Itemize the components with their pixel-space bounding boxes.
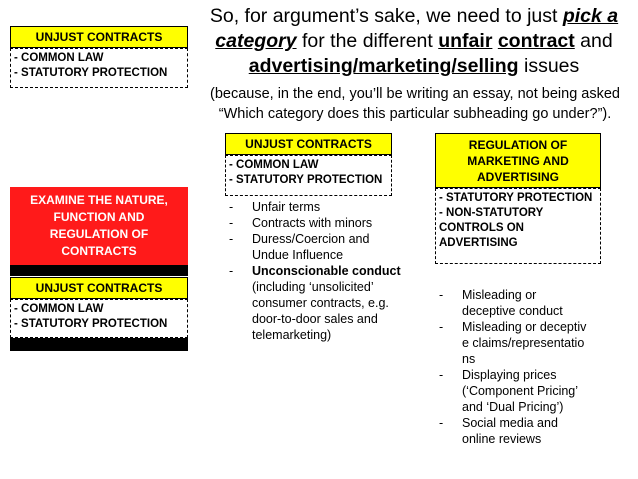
top-left-header-label: UNJUST CONTRACTS (35, 30, 163, 44)
right-bullets (439, 287, 589, 447)
advertising-emphasis: advertising/marketing/selling (248, 55, 519, 77)
list-item: - Displaying prices (‘Component Pricing’ and ‘Dual Pricing’) (439, 367, 589, 415)
page-heading: So, for argument’s sake, we need to just pick a category for the different unfair contract and advertising/marketing/selling issues (209, 5, 619, 77)
contract-emphasis: contract (497, 30, 575, 52)
list-item: - STATUTORY PROTECTION (439, 192, 593, 204)
list-item: - COMMON LAW (14, 52, 104, 64)
right-header (435, 133, 601, 188)
list-item: - Contracts with minors (229, 215, 401, 231)
list-item: - Misleading or deceptive claims/representations (439, 319, 589, 367)
list-item: - COMMON LAW (229, 159, 319, 171)
list-item: - COMMON LAW (14, 303, 104, 315)
unconscionable-term: Unconscionable conduct (252, 264, 401, 278)
left-lower-header (10, 277, 188, 299)
pick-a-emphasis: pick a (562, 5, 619, 27)
list-item: - Misleading or deceptive conduct (439, 287, 589, 319)
right-list (435, 188, 601, 264)
list-item: - STATUTORY PROTECTION (14, 67, 168, 79)
examine-box (10, 187, 188, 265)
middle-header-label: UNJUST CONTRACTS (245, 137, 372, 151)
list-item: - Duress/Coercion and Undue Influence (229, 231, 401, 263)
middle-bullets (229, 199, 401, 343)
list-item: - Social media and online reviews (439, 415, 589, 447)
list-item: - NON-STATUTORY CONTROLS ON ADVERTISING (439, 207, 544, 249)
top-left-header (10, 26, 188, 48)
unfair-emphasis: unfair (438, 30, 493, 52)
divider-bar (10, 265, 188, 276)
list-item: - Unfair terms (229, 199, 401, 215)
list-item: - Unconscionable conduct (including ‘unsolicited’ consumer contracts, e.g. door-to-door sales and telemarketing) (229, 263, 401, 343)
examine-box-label: EXAMINE THE NATURE, FUNCTION AND REGULATION OF CONTRACTS (30, 193, 168, 258)
subheading-note: (because, in the end, you’ll be writing an essay, not being asked “Which category does this particular subheading go under?”). (209, 86, 620, 122)
middle-list (225, 155, 392, 196)
list-item: - STATUTORY PROTECTION (14, 318, 168, 330)
left-lower-list (10, 299, 188, 338)
middle-header (225, 133, 392, 155)
category-emphasis: category (215, 30, 297, 52)
left-lower-header-label: UNJUST CONTRACTS (35, 281, 163, 295)
top-left-list (10, 48, 188, 88)
list-item: - STATUTORY PROTECTION (229, 174, 383, 186)
right-header-label: REGULATION OF MARKETING AND ADVERTISING (467, 137, 569, 184)
bottom-bar (10, 338, 188, 351)
